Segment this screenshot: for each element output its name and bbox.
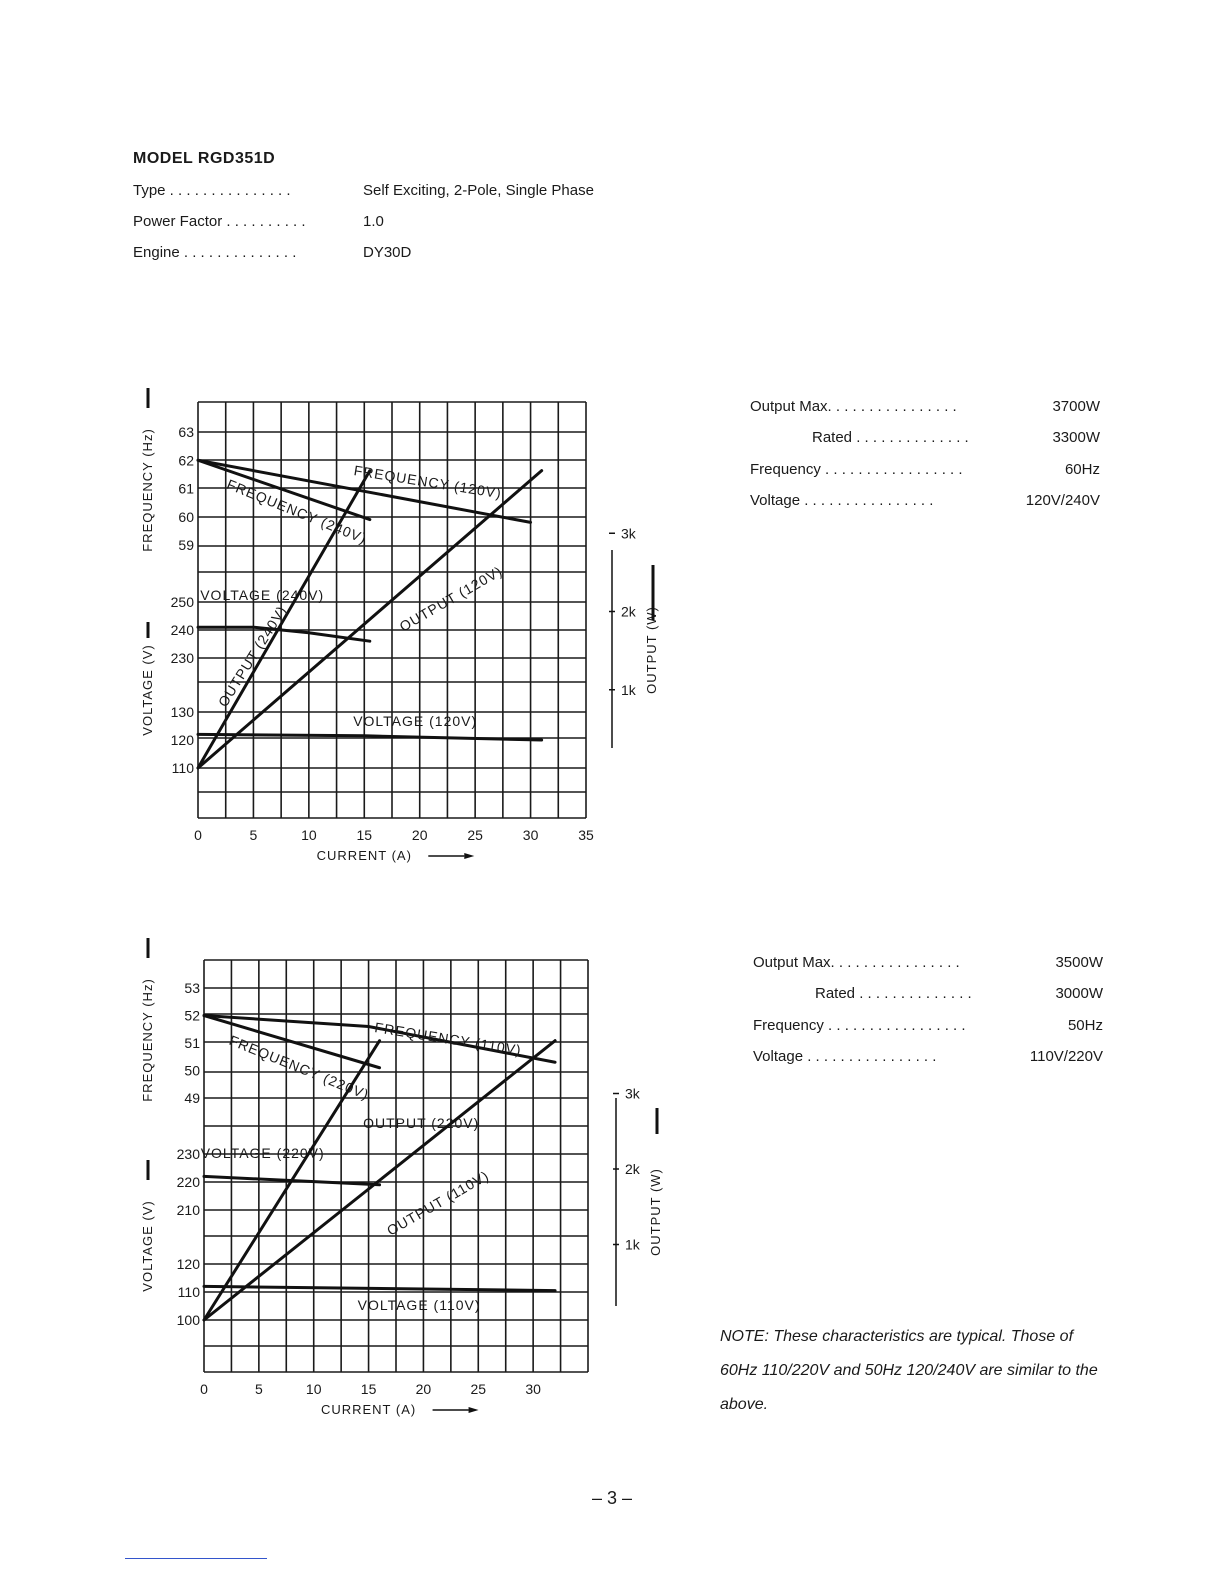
freq-tick-label: 62 [178, 452, 194, 469]
freq-tick-label: 52 [184, 1007, 200, 1024]
rating-label: Output Max. . . . . . . . . . . . . . . . [750, 398, 957, 415]
volt-tick-label: 130 [170, 704, 194, 720]
volt-tick-label: 240 [170, 622, 194, 638]
x-tick-label: 15 [360, 1381, 377, 1397]
series-label: VOLTAGE (240V) [200, 587, 325, 603]
series-label: OUTPUT (120V) [396, 562, 506, 635]
x-tick-label: 25 [467, 827, 483, 843]
spec-label: Type . . . . . . . . . . . . . . . [133, 182, 291, 199]
rating-50hz-output-max [753, 954, 1103, 971]
series-label: VOLTAGE (120V) [353, 713, 478, 729]
x-axis-label: CURRENT (A) [320, 1402, 417, 1417]
spec-engine-row [133, 244, 411, 261]
x-tick-label: 20 [415, 1381, 432, 1397]
rating-label: Voltage . . . . . . . . . . . . . . . . [750, 492, 934, 509]
x-tick-label: 35 [578, 827, 594, 843]
output-tick-label: 1k [621, 681, 636, 698]
x-axis-arrowhead [464, 853, 474, 859]
freq-tick-label: 61 [178, 480, 194, 497]
x-tick-label: 10 [305, 1381, 322, 1397]
volt-axis-label: VOLTAGE (V) [140, 644, 155, 736]
rating-label: Rated . . . . . . . . . . . . . . [815, 985, 972, 1002]
page-number: – 3 – [592, 1488, 633, 1508]
volt-tick-label: 120 [176, 1256, 200, 1272]
rating-label: Frequency . . . . . . . . . . . . . . . . . [750, 461, 963, 478]
chart-grid [198, 402, 586, 818]
rating-60hz-output-max [750, 398, 1100, 415]
x-tick-label: 0 [194, 827, 202, 843]
freq-tick-label: 63 [178, 424, 194, 440]
freq-tick-label: 50 [184, 1062, 200, 1079]
output-tick-label: 3k [625, 1085, 640, 1102]
output-tick-label: 2k [625, 1161, 640, 1177]
spec-value: 1.0 [363, 213, 384, 230]
output-tick-label: 1k [625, 1236, 640, 1253]
freq-tick-label: 49 [184, 1090, 200, 1106]
series-label: FREQUENCY (110V) [373, 1019, 523, 1059]
rating-60hz-frequency [750, 461, 1100, 478]
output-tick-label: 3k [621, 525, 636, 542]
freq-axis-label: FREQUENCY (Hz) [140, 978, 155, 1102]
spec-type-row [133, 182, 594, 199]
rating-label: Frequency . . . . . . . . . . . . . . . . . [753, 1017, 966, 1034]
volt-axis-label: VOLTAGE (V) [140, 1200, 155, 1292]
x-tick-label: 30 [525, 1381, 541, 1397]
note-text: NOTE: These characteristics are typical. Those of 60Hz 110/220V and 50Hz 120/240V are similar to the above. [720, 1328, 1098, 1413]
chart-60hz [130, 380, 670, 870]
rating-label: Rated . . . . . . . . . . . . . . [812, 429, 969, 446]
freq-tick-label: 59 [178, 537, 194, 553]
series-line [204, 1041, 380, 1320]
x-tick-label: 5 [249, 827, 258, 843]
rating-60hz-voltage [750, 492, 1100, 509]
spec-power-factor-row [133, 213, 384, 230]
spec-label: Power Factor . . . . . . . . . . [133, 213, 306, 230]
rating-50hz-voltage [753, 1048, 1103, 1065]
x-axis-arrowhead [469, 1407, 479, 1413]
output-axis-label: OUTPUT (W) [648, 1168, 663, 1256]
volt-tick-label: 120 [170, 732, 194, 748]
rating-value: 3000W [1055, 985, 1103, 1002]
freq-tick-label: 51 [184, 1035, 200, 1051]
rating-60hz-rated [750, 429, 1100, 446]
rating-label: Voltage . . . . . . . . . . . . . . . . [753, 1048, 937, 1065]
series-line [204, 1286, 555, 1290]
series-label: OUTPUT (240V) [214, 602, 290, 710]
series-label: VOLTAGE (110V) [357, 1297, 481, 1313]
chart-50hz [130, 930, 670, 1420]
rating-value: 60Hz [1064, 461, 1100, 478]
rating-value: 3700W [1052, 398, 1100, 415]
x-tick-label: 0 [200, 1381, 208, 1397]
volt-tick-label: 230 [170, 650, 194, 666]
series-label: OUTPUT (110V) [384, 1167, 492, 1239]
freq-tick-label: 53 [184, 980, 200, 996]
volt-tick-label: 110 [177, 1284, 200, 1300]
footer-divider [125, 1558, 267, 1559]
model-title: MODEL RGD351D [133, 150, 276, 167]
rating-label: Output Max. . . . . . . . . . . . . . . . [753, 954, 960, 971]
x-tick-label: 25 [470, 1381, 487, 1397]
freq-axis-label: FREQUENCY (Hz) [140, 428, 155, 552]
spec-value: Self Exciting, 2-Pole, Single Phase [363, 182, 594, 199]
spec-label: Engine . . . . . . . . . . . . . . [133, 244, 297, 261]
x-tick-label: 20 [411, 827, 428, 843]
volt-tick-label: 250 [170, 594, 194, 610]
x-axis-label: CURRENT (A) [316, 848, 412, 863]
volt-tick-label: 210 [176, 1202, 200, 1218]
rating-value: 3300W [1052, 429, 1100, 446]
rating-50hz-frequency [753, 1017, 1103, 1034]
x-tick-label: 30 [522, 827, 539, 843]
x-tick-label: 15 [356, 827, 373, 843]
output-axis-label: OUTPUT (W) [644, 606, 659, 694]
series-label: OUTPUT (220V) [363, 1115, 480, 1131]
spec-value: DY30D [363, 244, 412, 261]
volt-tick-label: 100 [176, 1312, 200, 1328]
rating-value: 120V/240V [1025, 492, 1100, 509]
freq-tick-label: 60 [178, 508, 194, 525]
rating-value: 110V/220V [1029, 1048, 1103, 1065]
volt-tick-label: 220 [176, 1174, 200, 1190]
rating-value: 3500W [1055, 954, 1103, 971]
series-label: FREQUENCY (240V) [224, 475, 370, 547]
series-label: FREQUENCY (220V) [227, 1031, 372, 1103]
rating-value: 50Hz [1067, 1017, 1103, 1034]
x-tick-label: 5 [254, 1381, 263, 1397]
output-tick-label: 2k [621, 603, 636, 620]
series-label: VOLTAGE (220V) [200, 1145, 325, 1161]
rating-50hz-rated [753, 985, 1103, 1002]
volt-tick-label: 230 [176, 1146, 200, 1162]
series-label: FREQUENCY (120V) [352, 462, 503, 502]
x-tick-label: 10 [301, 827, 317, 843]
volt-tick-label: 110 [171, 760, 194, 776]
